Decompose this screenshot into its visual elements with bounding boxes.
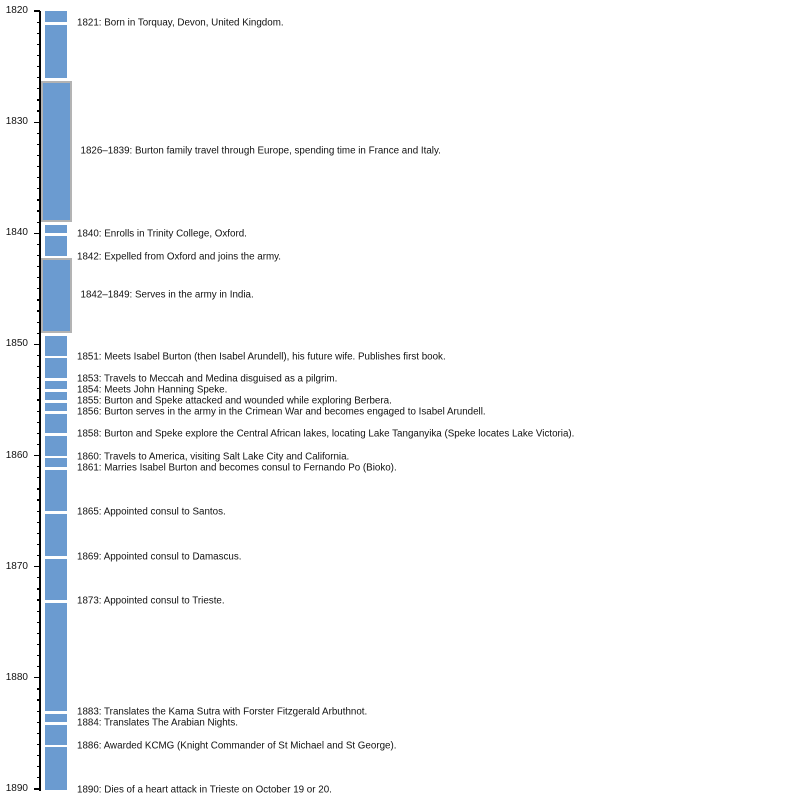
minor-tick (37, 544, 40, 545)
event-label: 1883: Translates the Kama Sutra with Forster Fitzgerald Arbuthnot. (77, 706, 368, 718)
event-label: 1890: Dies of a heart attack in Trieste on October 19 or 20. (77, 784, 332, 796)
major-tick (34, 788, 40, 789)
minor-tick (37, 155, 40, 156)
minor-tick (37, 222, 40, 223)
major-tick (34, 677, 40, 678)
timeline-range-segment (41, 258, 72, 333)
axis-tick-label: 1890 (5, 783, 28, 794)
event-label: 1873: Appointed consul to Trieste. (77, 595, 225, 607)
minor-tick (37, 177, 40, 178)
axis-tick-label: 1820 (5, 5, 28, 16)
minor-tick (37, 477, 40, 478)
event-label: 1855: Burton and Speke attacked and wounded while exploring Berbera. (77, 395, 392, 407)
timeline-segment (45, 714, 67, 722)
minor-tick (37, 366, 40, 367)
minor-tick (37, 599, 40, 600)
minor-tick (37, 333, 40, 334)
event-label: 1886: Awarded KCMG (Knight Commander of St Michael and St George). (77, 739, 397, 751)
minor-tick (37, 755, 40, 756)
minor-tick (37, 522, 40, 523)
minor-tick (37, 733, 40, 734)
timeline-segment (45, 414, 67, 433)
minor-tick (37, 555, 40, 556)
minor-tick (37, 399, 40, 400)
minor-tick (37, 66, 40, 67)
minor-tick (37, 133, 40, 134)
minor-tick (37, 99, 40, 100)
minor-tick (37, 199, 40, 200)
minor-tick (37, 110, 40, 111)
axis-tick-label: 1860 (5, 449, 28, 461)
major-tick (34, 566, 40, 567)
timeline-segment (45, 559, 67, 601)
minor-tick (37, 44, 40, 45)
minor-tick (37, 322, 40, 323)
minor-tick (37, 511, 40, 512)
minor-tick (37, 588, 40, 589)
event-label: 1854: Meets John Hanning Speke. (77, 384, 228, 396)
minor-tick (37, 444, 40, 445)
event-label: 1856: Burton serves in the army in the Crimean War and becomes engaged to Isabel Arundell. (77, 406, 486, 418)
minor-tick (37, 310, 40, 311)
timeline-segment (45, 514, 67, 556)
event-label: 1853: Travels to Meccah and Medina disguised as a pilgrim. (77, 373, 338, 385)
minor-tick (37, 722, 40, 723)
timeline-segment (45, 336, 67, 355)
minor-tick (37, 533, 40, 534)
minor-tick (37, 711, 40, 712)
minor-tick (37, 611, 40, 612)
major-tick (34, 344, 40, 345)
event-label: 1858: Burton and Speke explore the Central African lakes, locating Lake Tanganyika (Speke locates Lake Victoria). (77, 428, 575, 440)
timeline-segment (45, 381, 67, 389)
event-label: 1840: Enrolls in Trinity College, Oxford. (77, 228, 247, 240)
minor-tick (37, 166, 40, 167)
minor-tick (37, 144, 40, 145)
timeline-range-segment (41, 81, 72, 223)
minor-tick (37, 666, 40, 667)
timeline-segment (45, 403, 67, 411)
minor-tick (37, 699, 40, 700)
event-label: 1860: Travels to America, visiting Salt Lake City and California. (77, 450, 350, 462)
event-label: 1821: Born in Torquay, Devon, United Kingdom. (77, 17, 284, 29)
axis-tick-label: 1880 (5, 671, 28, 683)
minor-tick (37, 633, 40, 634)
axis-tick-label: 1870 (5, 560, 28, 572)
timeline-segment (45, 458, 67, 466)
minor-tick (37, 411, 40, 412)
timeline-segment (45, 11, 67, 22)
event-label: 1851: Meets Isabel Burton (then Isabel Arundell), his future wife. Publishes first book. (77, 350, 446, 362)
minor-tick (37, 433, 40, 434)
minor-tick (37, 744, 40, 745)
event-label: 1865: Appointed consul to Santos. (77, 506, 226, 518)
timeline-segment (45, 358, 67, 377)
timeline-segment (45, 725, 67, 744)
minor-tick (37, 766, 40, 767)
minor-tick (37, 644, 40, 645)
timeline-segment (45, 25, 67, 78)
timeline-segment (45, 603, 67, 711)
major-tick (34, 10, 40, 11)
minor-tick (37, 388, 40, 389)
minor-tick (37, 655, 40, 656)
timeline-segment (45, 225, 67, 233)
minor-tick (37, 499, 40, 500)
minor-tick (37, 622, 40, 623)
minor-tick (37, 266, 40, 267)
minor-tick (37, 422, 40, 423)
axis-tick-label: 1830 (5, 116, 28, 128)
minor-tick (37, 22, 40, 23)
minor-tick (37, 299, 40, 300)
event-label: 1861: Marries Isabel Burton and becomes consul to Fernando Po (Bioko). (77, 462, 397, 474)
minor-tick (37, 88, 40, 89)
major-tick (34, 233, 40, 234)
event-label: 1842: Expelled from Oxford and joins the army. (77, 250, 282, 262)
timeline-segment (45, 392, 67, 400)
minor-tick (37, 377, 40, 378)
minor-tick (37, 688, 40, 689)
range-event-label: 1842–1849: Serves in the army in India. (80, 289, 254, 301)
major-tick (34, 122, 40, 123)
minor-tick (37, 210, 40, 211)
range-event-label: 1826–1839: Burton family travel through Europe, spending time in France and Italy. (80, 145, 441, 157)
minor-tick (37, 277, 40, 278)
timeline-segment (45, 236, 67, 255)
timeline-segment (45, 436, 67, 455)
minor-tick (37, 288, 40, 289)
minor-tick (37, 777, 40, 778)
minor-tick (37, 488, 40, 489)
timeline-segment (45, 470, 67, 512)
event-label: 1884: Translates The Arabian Nights. (77, 717, 239, 729)
minor-tick (37, 255, 40, 256)
axis-tick-label: 1840 (5, 227, 28, 239)
event-label: 1869: Appointed consul to Damascus. (77, 550, 242, 562)
axis-tick-label: 1850 (5, 338, 28, 350)
minor-tick (37, 355, 40, 356)
timeline-segment (45, 747, 67, 790)
minor-tick (37, 577, 40, 578)
minor-tick (37, 77, 40, 78)
minor-tick (37, 188, 40, 189)
major-tick (34, 455, 40, 456)
minor-tick (37, 55, 40, 56)
minor-tick (37, 33, 40, 34)
minor-tick (37, 466, 40, 467)
minor-tick (37, 244, 40, 245)
